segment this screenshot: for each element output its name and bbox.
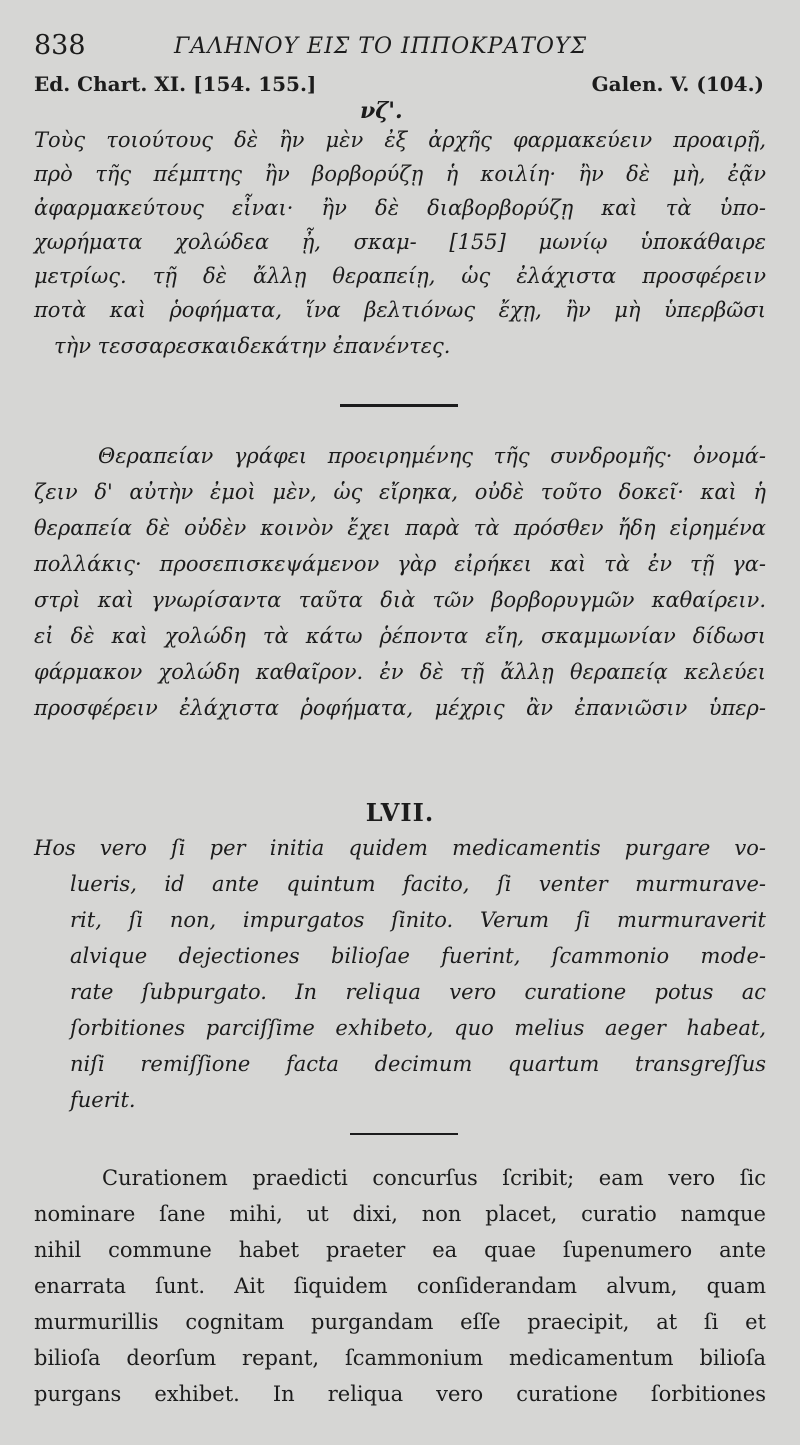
section-mark-greek: νζ'. [360, 98, 403, 124]
edition-left: Ed. Chart. XI. [154. 155.] [34, 72, 317, 96]
text-line: Θεραπείαν γράφει προειρημένης τῆς συνδρομῆς· ὀνομά- [98, 444, 766, 468]
text-line: πρὸ τῆς πέμπτης ἢν βορβορύζῃ ἡ κοιλίη· ἢν δὲ μὴ, ἐᾷν [34, 162, 766, 186]
text-line: θεραπεία δὲ οὐδὲν κοινὸν ἔχει παρὰ τὰ πρόσθεν ἤδη εἰρημένα [34, 516, 766, 540]
text-line: rate ſubpurgato. In reliqua vero curatione potus ac [70, 980, 766, 1004]
text-line: πολλάκις· προσεπισκεψάμενον γὰρ εἰρήκει καὶ τὰ ἐν τῇ γα- [34, 552, 766, 576]
edition-right: Galen. V. (104.) [591, 72, 764, 96]
text-line: nominare ſane mihi, ut dixi, non placet, curatio namque [34, 1202, 766, 1226]
text-line: τὴν τεσσαρεσκαιδεκάτην ἐπανέντες. [54, 334, 451, 358]
text-line: rit, ſi non, impurgatos ſinito. Verum ſi murmuraverit [70, 908, 766, 932]
text-line: χωρήματα χολώδεα ᾖ, σκαμ- [155] μωνίῳ ὑποκάθαιρε [34, 230, 766, 254]
text-line: purgans exhibet. In reliqua vero curatione ſorbitiones [34, 1382, 766, 1406]
running-title: ΓΑΛΗΝΟΥ ΕΙΣ ΤΟ ΙΠΠΟΚΡΑΤΟΥΣ [174, 34, 588, 59]
text-line: bilioſa deorſum repant, ſcammonium medicamentum bilioſa [34, 1346, 766, 1370]
section-mark-latin: LVII. [365, 798, 435, 827]
text-line: φάρμακον χολώδη καθαῖρον. ἐν δὲ τῇ ἄλλῃ θεραπείᾳ κελεύει [34, 660, 766, 684]
text-line: προσφέρειν ἐλάχιστα ῥοφήματα, μέχρις ἂν ἐπανιῶσιν ὑπερ- [34, 696, 766, 720]
text-line: nihil commune habet praeter ea quae ſupenumero ante [34, 1238, 766, 1262]
text-line: μετρίως. τῇ δὲ ἄλλῃ θεραπείῃ, ὡς ἐλάχιστα προσφέρειν [34, 264, 766, 288]
text-line: Curationem praedicti concurſus ſcribit; eam vero ſic [102, 1166, 766, 1190]
text-line: Hos vero ſi per initia quidem medicamentis purgare vo- [34, 836, 766, 860]
text-line: ζειν δ' αὐτὴν ἐμοὶ μὲν, ὡς εἴρηκα, οὐδὲ τοῦτο δοκεῖ· καὶ ἡ [34, 480, 766, 504]
page-number: 838 [34, 30, 86, 61]
text-line: niſi remiſſione facta decimum quartum transgreſſus [70, 1052, 766, 1076]
text-line: στρὶ καὶ γνωρίσαντα ταῦτα διὰ τῶν βορβορυγμῶν καθαίρειν. [34, 588, 766, 612]
text-line: fuerit. [70, 1088, 136, 1112]
section-divider [350, 1133, 458, 1135]
text-line: ποτὰ καὶ ῥοφήματα, ἵνα βελτιόνως ἔχῃ, ἢν μὴ ὑπερβῶσι [34, 298, 766, 322]
section-divider [340, 404, 458, 407]
text-line: εἰ δὲ καὶ χολώδη τὰ κάτω ῥέποντα εἴη, σκαμμωνίαν δίδωσι [34, 624, 766, 648]
text-line: ἀφαρμακεύτους εἶναι· ἢν δὲ διαβορβορύζῃ καὶ τὰ ὑπο- [34, 196, 766, 220]
text-line: murmurillis cognitam purgandam eſſe praecipit, at ſi et [34, 1310, 766, 1334]
text-line: Τοὺς τοιούτους δὲ ἢν μὲν ἐξ ἀρχῆς φαρμακεύειν προαιρῇ, [34, 128, 766, 152]
text-line: alvique dejectiones bilioſae fuerint, ſcammonio mode- [70, 944, 766, 968]
text-line: lueris, id ante quintum facito, ſi venter murmurave- [70, 872, 766, 896]
text-line: ſorbitiones parciſſime exhibeto, quo melius aeger habeat, [70, 1016, 766, 1040]
text-line: enarrata ſunt. Ait ſiquidem conſiderandam alvum, quam [34, 1274, 766, 1298]
page-header [34, 30, 774, 64]
